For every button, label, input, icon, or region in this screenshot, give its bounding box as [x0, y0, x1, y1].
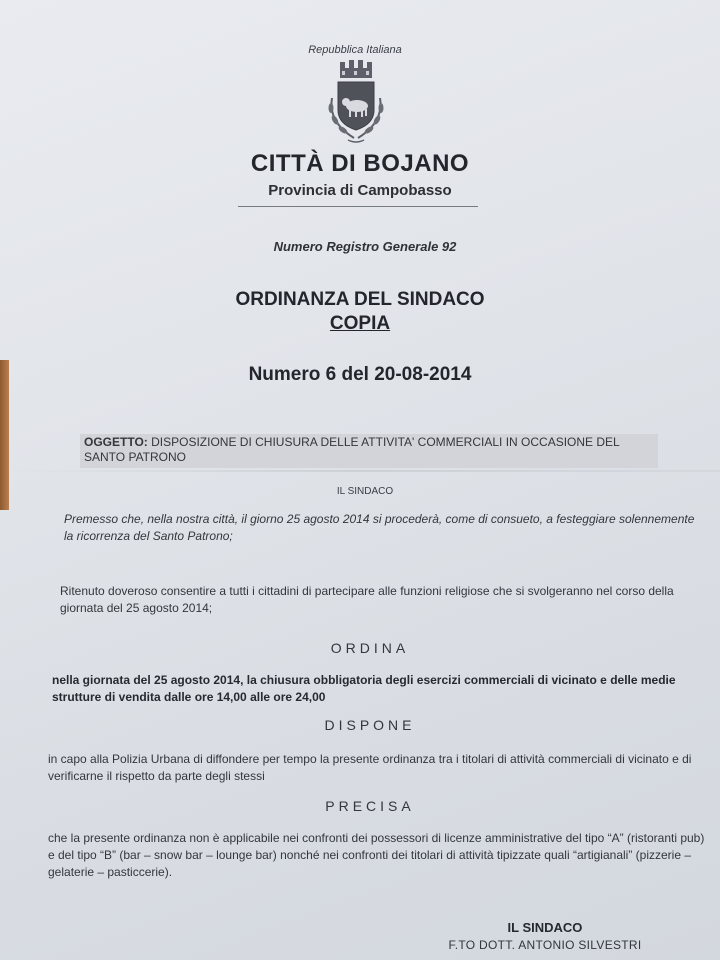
register-number: Numero Registro Generale 92: [273, 239, 457, 254]
subject-text: DISPOSIZIONE DI CHIUSURA DELLE ATTIVITA' COMMERCIALI IN OCCASIONE DEL SANTO PATRONO: [84, 435, 620, 464]
paper-fold: [0, 470, 720, 472]
document-title: ORDINANZA DEL SINDACO: [235, 289, 485, 310]
city-name: CITTÀ DI BOJANO: [250, 150, 470, 177]
province-name: Provincia di Campobasso: [268, 182, 452, 199]
premise-paragraph: Premesso che, nella nostra città, il giorno 25 agosto 2014 si procederà, come di consueto, a festeggiare solennemente la ricorrenza del Santo Patrono;: [64, 512, 695, 543]
table-edge: [0, 360, 9, 510]
disposes-heading: DISPONE: [324, 717, 416, 733]
subject-box: [80, 434, 658, 468]
ordinance-number: Numero 6 del 20-08-2014: [248, 364, 472, 385]
orders-paragraph: nella giornata del 25 agosto 2014, la chiusura obbligatoria degli esercizi commerciali di vicinato e delle medie strutture di vendita dalle ore 14,00 alle ore 24,00: [52, 673, 676, 704]
republic-label: Repubblica Italiana: [308, 44, 402, 56]
disposes-paragraph: in capo alla Polizia Urbana di diffondere per tempo la presente ordinanza tra i titolari di attività commerciali di vicinato e di verificarne il rispetto da parte degli stessi: [48, 752, 692, 783]
specifies-paragraph: che la presente ordinanza non è applicabile nei confronti dei possessori di licenze amministrative del tipo “A” (ristoranti pub) e del tipo “B” (bar – snow bar – lounge bar) nonché nei confronti dei titolari di attività tipizzate quali “artigianali” (pizzerie – gelaterie – pasticcerie).: [48, 831, 705, 879]
signature-name: F.TO DOTT. ANTONIO SILVESTRI: [448, 938, 642, 952]
issuer-heading: IL SINDACO: [336, 486, 394, 497]
subject-label: OGGETTO:: [84, 435, 148, 449]
considered-paragraph: Ritenuto doveroso consentire a tutti i cittadini di partecipare alle funzioni religiose che si svolgeranno nel corso della giornata del 25 agosto 2014;: [60, 584, 674, 615]
signature-title: IL SINDACO: [507, 920, 583, 935]
copy-label: COPIA: [329, 313, 391, 334]
orders-heading: ORDINA: [330, 640, 410, 656]
header-divider: [238, 206, 478, 207]
specifies-heading: PRECISA: [325, 798, 415, 814]
city-coat-of-arms-icon: [320, 58, 392, 150]
